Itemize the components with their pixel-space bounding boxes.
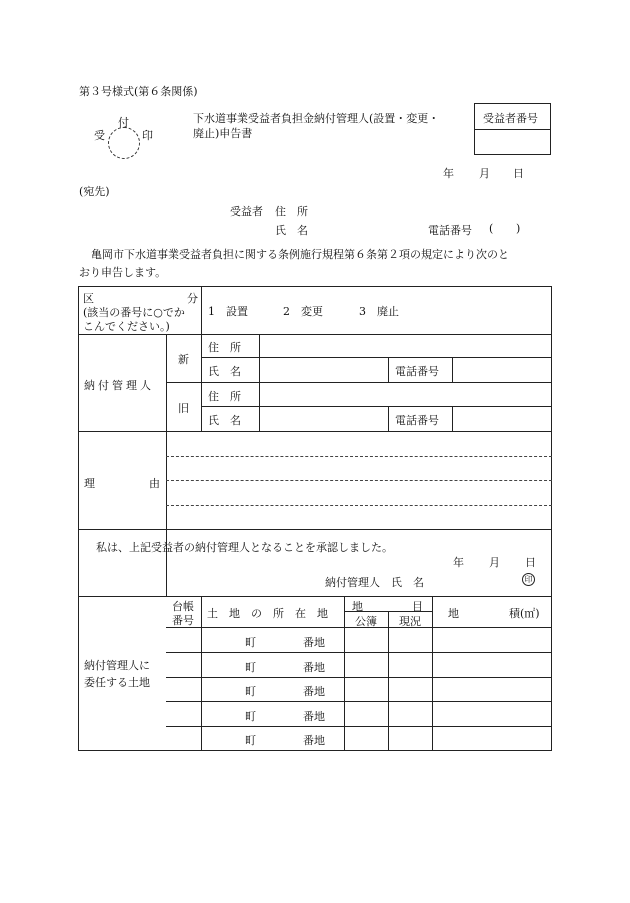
manager-new-label: 新 — [178, 353, 189, 366]
area-header-right: 積(㎡) — [509, 607, 540, 620]
receipt-stamp-circle — [108, 127, 140, 159]
manager-label: 納付管理人 — [84, 379, 154, 392]
location-header: 土 地 の 所 在 地 — [207, 607, 328, 620]
new-name-input[interactable] — [262, 361, 386, 380]
option-change[interactable]: 2 変更 — [283, 305, 323, 318]
land-row-2-town: 町 — [245, 661, 256, 674]
category-label-right: 分 — [187, 292, 198, 305]
phone-paren-open: ( — [489, 222, 494, 235]
option-setup[interactable]: 1 設置 — [208, 305, 248, 318]
land-row-3-lot: 番地 — [303, 685, 325, 698]
stamp-top-char: 付 — [118, 116, 129, 129]
land-row-5-lot: 番地 — [303, 734, 325, 747]
official-header: 公簿 — [355, 615, 377, 628]
applicant-address-input[interactable] — [318, 199, 548, 217]
land-row-2-lot: 番地 — [303, 661, 325, 674]
current-header: 現況 — [399, 615, 421, 628]
consent-text: 私は、上記受益者の納付管理人となることを承認しました。 — [96, 541, 393, 554]
stamp-left-char: 受 — [94, 129, 105, 142]
consent-day: 日 — [525, 556, 536, 569]
intro-line2: おり申告します。 — [79, 266, 167, 279]
new-phone-label: 電話番号 — [395, 365, 439, 378]
land-side-label-line1: 納付管理人に — [84, 659, 150, 672]
area-header-left: 地 — [448, 607, 459, 620]
land-side-label-line2: 委任する土地 — [84, 676, 150, 689]
old-name-label: 氏 名 — [208, 414, 241, 427]
consent-signer-input[interactable] — [440, 570, 516, 588]
intro-line1: 亀岡市下水道事業受益者負担に関する条例施行規程第６条第２項の規定により次のと — [91, 248, 509, 261]
old-phone-input[interactable] — [455, 410, 550, 429]
reason-textarea[interactable] — [169, 433, 549, 527]
applicant-role-label: 受益者 — [230, 205, 263, 218]
new-name-label: 氏 名 — [208, 365, 241, 378]
manager-old-label: 旧 — [178, 402, 189, 415]
category-header-right: 目 — [412, 600, 423, 613]
land-row-4-town: 町 — [245, 710, 256, 723]
land-row-3-town: 町 — [245, 685, 256, 698]
land-row-5-town: 町 — [245, 734, 256, 747]
consent-month: 月 — [489, 556, 500, 569]
date-year: 年 — [443, 167, 454, 180]
new-address-input[interactable] — [262, 337, 550, 356]
consent-signer-label: 納付管理人 氏 名 — [325, 576, 424, 589]
form-title-line1: 下水道事業受益者負担金納付管理人(設置・変更・ — [193, 112, 440, 125]
form-title-line2: 廃止)申告書 — [193, 127, 253, 140]
land-row-4-lot: 番地 — [303, 710, 325, 723]
new-address-label: 住 所 — [208, 341, 241, 354]
ledger-header-line2: 番号 — [172, 614, 194, 627]
beneficiary-number-input[interactable] — [477, 131, 548, 153]
land-row-1-town: 町 — [245, 636, 256, 649]
category-header-left: 地 — [352, 600, 363, 613]
phone-paren-close: ) — [516, 222, 521, 235]
form-number: 第３号様式(第６条関係) — [79, 85, 198, 98]
stamp-right-char: 印 — [142, 129, 153, 142]
land-row-1-lot: 番地 — [303, 636, 325, 649]
beneficiary-number-label: 受益者番号 — [483, 112, 538, 125]
date-month: 月 — [479, 167, 490, 180]
old-address-input[interactable] — [262, 386, 550, 405]
consent-year: 年 — [453, 556, 464, 569]
category-label-left: 区 — [83, 292, 94, 305]
category-note-line1: (該当の番号に○でか — [83, 306, 185, 319]
reason-label-right: 由 — [149, 477, 160, 490]
old-address-label: 住 所 — [208, 390, 241, 403]
category-note-line2: こんでください。) — [83, 320, 170, 333]
addressee-label: (宛先) — [79, 185, 110, 198]
old-name-input[interactable] — [262, 410, 386, 429]
ledger-header-line1: 台帳 — [172, 600, 194, 613]
applicant-name-label: 氏 名 — [275, 224, 308, 237]
reason-label-left: 理 — [84, 477, 95, 490]
seal-icon: 印 — [522, 573, 535, 586]
option-abolish[interactable]: 3 廃止 — [359, 305, 399, 318]
applicant-name-input[interactable] — [318, 218, 418, 236]
applicant-phone-label: 電話番号 — [428, 224, 472, 237]
date-day: 日 — [513, 167, 524, 180]
old-phone-label: 電話番号 — [395, 414, 439, 427]
new-phone-input[interactable] — [455, 361, 550, 380]
applicant-address-label: 住 所 — [275, 205, 308, 218]
